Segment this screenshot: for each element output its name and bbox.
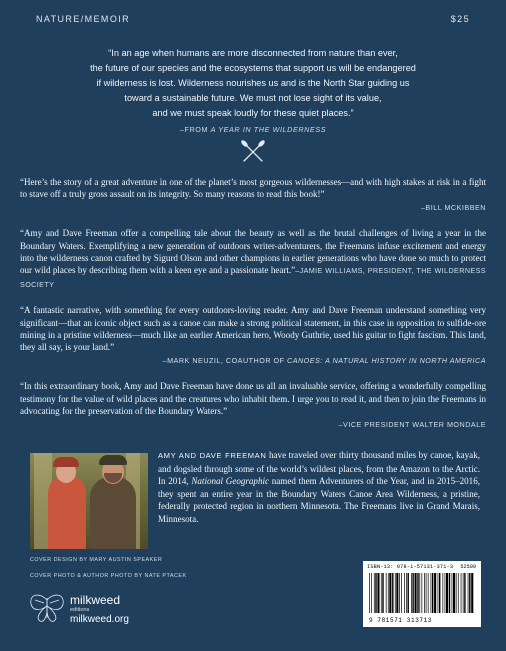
bio-magazine: National Geographic — [191, 476, 269, 486]
price-code: 52500 — [460, 564, 476, 570]
bio-text: have traveled over thirty thousand miles by canoe, kayak, and dogsled through some of the world’s wildest places, from the Amazon to the Arctic. In 2014, — [158, 450, 480, 486]
blurb-source — [20, 355, 486, 367]
cover-design-credit: COVER DESIGN BY MARY AUSTIN SPEAKER — [30, 557, 163, 563]
attribution-title: A YEAR IN THE WILDERNESS — [210, 125, 327, 134]
attribution-prefix: –FROM — [179, 125, 211, 134]
blurb-source: –JAMIE WILLIAMS, PRESIDENT, THE WILDERNESS SOCIETY — [20, 266, 487, 289]
butterfly-icon — [28, 592, 66, 624]
publisher-url: milkweed.org — [70, 614, 129, 625]
blurbs — [20, 176, 486, 444]
barcode-digits: 9 781571 313713 — [369, 617, 433, 624]
epigraph-line: “In an age when humans are more disconnected from nature than ever, — [108, 48, 398, 58]
bio-text: named them Adventurers of the Year, and in 2015–2016, they spent an entire year in the Boundary Waters Canoe Area Wilderness, a pristine, federally protected region in northern Minnesota. The Freemans live in Grand Marais, Minnesota. — [158, 476, 480, 524]
isbn-text: ISBN-13: 978-1-57131-371-3 — [367, 564, 454, 570]
author-photo — [30, 453, 148, 549]
blurb-text: “Here’s the story of a great adventure in one of the planet’s most gorgeous wildernesses—and with high stakes at risk in a fight to stave off a truly gross assault on its integrity. So many reasons to read this book!” — [20, 177, 486, 200]
epigraph-line: the future of our species and the ecosystems that support us will be endangered — [90, 63, 416, 73]
blurb-text: “In this extraordinary book, Amy and Dave Freeman have done us all an invaluable service, offering a wonderfully compelling testimony for the value of wild places and the creatures who inhabit them. I urge you to read it, and then to join the Freemans in advocating for the preservation of the Boundary Waters.” — [20, 381, 486, 417]
blurb — [20, 304, 486, 367]
blurb — [20, 380, 486, 431]
barcode-bars — [369, 573, 475, 613]
epigraph — [60, 46, 446, 137]
blurb-text: “A fantastic narrative, with something for every outdoors-loving reader. Amy and Dave Freeman understand something very significant—that an iconic object such as a canoe can make a strong political statement, in this case in opposition to sulfide-ore mining in a pristine wilderness—much like an earlier American hero, Woody Guthrie, used his guitar to fight fascism. This land, they all say, is your land.” — [20, 305, 486, 353]
photo-credit: COVER PHOTO & AUTHOR PHOTO BY NATE PTACEK — [30, 573, 187, 579]
source-title: CANOES: A NATURAL HISTORY IN NORTH AMERICA — [287, 355, 486, 365]
epigraph-attribution — [60, 122, 446, 137]
blurb-text: “Amy and Dave Freeman offer a compelling tale about the beauty as well as the brutal challenges of living a year in the Boundary Waters. Exemplifying a new generation of outdoors writer-adventurers, the Freemans infuse excitement and energy into the wilderness canon crafted by Sigurd Olson and other champions in earlier generations who have done so much to protect our wild places by describing them with a keen eye and a passionate heart.” — [20, 228, 486, 276]
crossed-paddles-icon — [240, 139, 266, 165]
source-prefix: –MARK NEUZIL, COAUTHOR OF — [162, 355, 287, 365]
publisher-logo — [28, 590, 148, 630]
isbn-barcode — [363, 561, 481, 627]
author-bio — [158, 449, 480, 525]
author-names: AMY AND DAVE FREEMAN — [158, 451, 267, 460]
price-label: $25 — [450, 14, 470, 24]
blurb-source: –BILL MCKIBBEN — [420, 202, 486, 212]
publisher-sub: editions — [70, 607, 90, 613]
epigraph-line: toward a sustainable future. We must not lose sight of its value, — [124, 93, 382, 103]
top-bar — [36, 14, 470, 24]
publisher-name: milkweed — [70, 593, 121, 607]
epigraph-line: if wilderness is lost. Wilderness nourishes us and is the North Star guiding us — [96, 78, 410, 88]
category-label: NATURE/MEMOIR — [36, 14, 131, 24]
blurb — [20, 227, 486, 291]
epigraph-line: and we must speak loudly for these quiet places.” — [152, 108, 354, 118]
blurb-source: –VICE PRESIDENT WALTER MONDALE — [338, 419, 486, 429]
blurb — [20, 176, 486, 214]
